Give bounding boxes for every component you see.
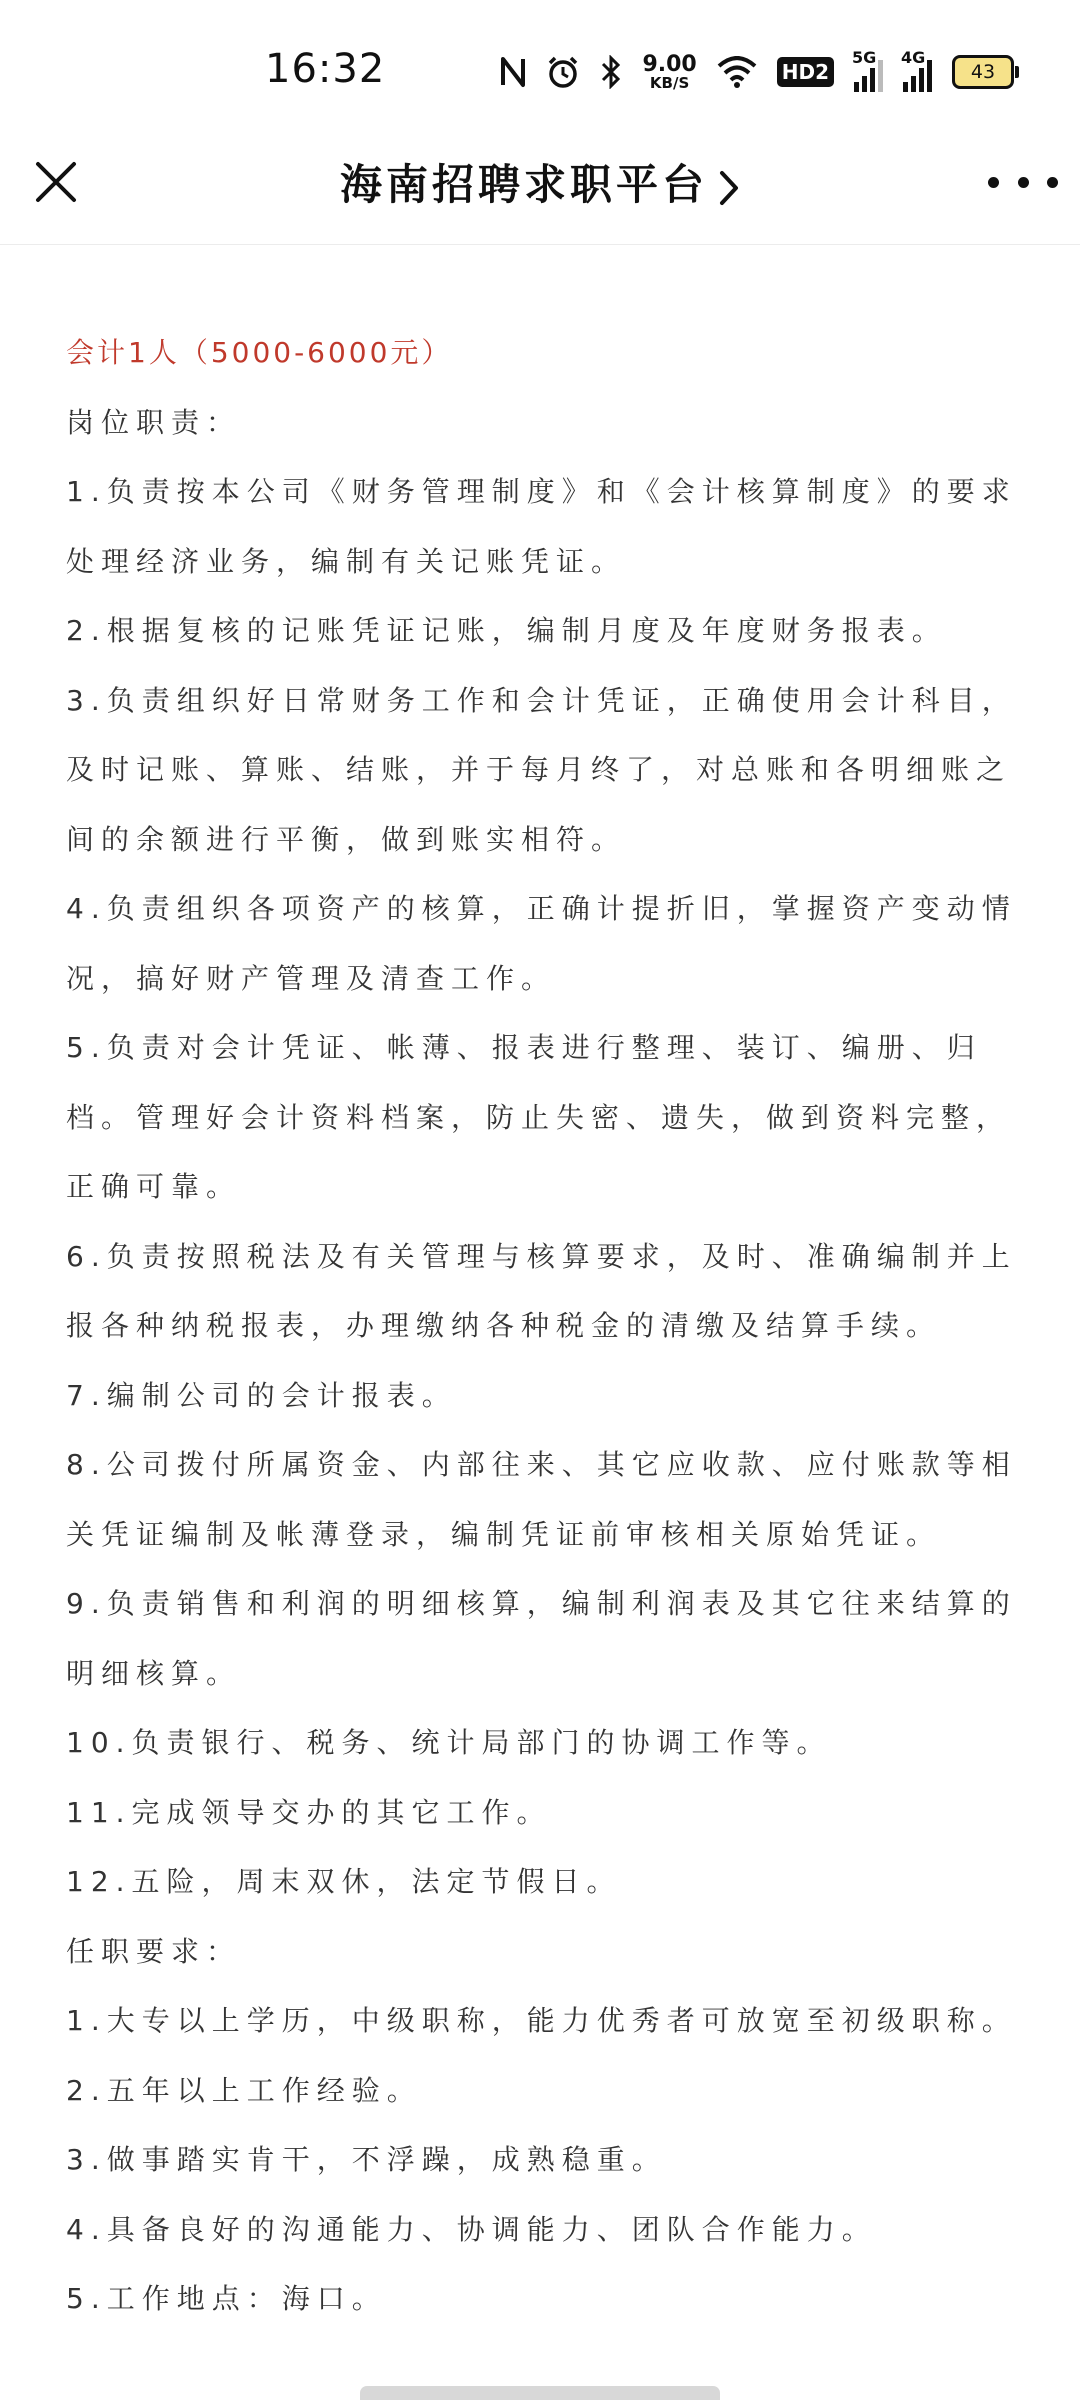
text-line: 报各种纳税报表，办理缴纳各种税金的清缴及结算手续。 — [66, 1309, 942, 1342]
text-line: 3.做事踏实肯干，不浮躁，成熟稳重。 — [66, 2143, 667, 2176]
text-line: 况，搞好财产管理及清查工作。 — [66, 961, 557, 995]
signal-4g-icon — [901, 48, 932, 92]
status-time: 16:32 — [265, 46, 386, 92]
text-line: 1.大专以上学历，中级职称，能力优秀者可放宽至初级职称。 — [66, 2004, 1017, 2037]
more-dot-icon — [1018, 177, 1029, 188]
text-line: 3.负责组织好日常财务工作和会计凭证，正确使用会计科目， — [66, 683, 1017, 717]
text-line: 7.编制公司的会计报表。 — [66, 1378, 457, 1412]
signal-5g-icon — [852, 48, 883, 92]
battery-icon — [952, 55, 1014, 89]
job-title: 会计1人（5000-6000元） — [66, 336, 453, 369]
text-line: 12.五险，周末双休，法定节假日。 — [66, 1865, 622, 1898]
text-line: 8.公司拨付所属资金、内部往来、其它应收款、应付账款等相 — [66, 1448, 1017, 1481]
text-line: 5.负责对会计凭证、帐薄、报表进行整理、装订、编册、归 — [66, 1031, 982, 1064]
text-line: 2.根据复核的记账凭证记账，编制月度及年度财务报表。 — [66, 614, 947, 647]
text-line: 关凭证编制及帐薄登录，编制凭证前审核相关原始凭证。 — [66, 1517, 942, 1551]
battery-level: 43 — [970, 61, 996, 83]
hd-badge: HD2 — [777, 57, 834, 87]
text-line: 1.负责按本公司《财务管理制度》和《会计核算制度》的要求 — [66, 475, 1017, 508]
text-line: 档。管理好会计资料档案，防止失密、遗失，做到资料完整， — [66, 1100, 1012, 1134]
text-line: 11.完成领导交办的其它工作。 — [66, 1795, 552, 1829]
signal-5g-label: 5G — [852, 48, 877, 67]
text-line: 9.负责销售和利润的明细核算，编制利润表及其它往来结算的 — [66, 1587, 1017, 1620]
nfc-icon — [500, 55, 526, 89]
more-dot-icon — [1047, 177, 1058, 188]
network-speed-unit: KB/S — [649, 73, 690, 92]
text-line: 及时记账、算账、结账，并于每月终了，对总账和各明细账之 — [66, 753, 1012, 786]
article-content — [66, 318, 1016, 2334]
text-line: 岗位职责： — [66, 405, 242, 439]
text-line: 6.负责按照税法及有关管理与核算要求，及时、准确编制并上 — [66, 1239, 1017, 1273]
text-line: 间的余额进行平衡，做到账实相符。 — [66, 822, 627, 856]
bluetooth-icon — [600, 55, 622, 89]
text-line: 2.五年以上工作经验。 — [66, 2073, 422, 2107]
status-icons — [500, 50, 1014, 94]
text-line: 处理经济业务，编制有关记账凭证。 — [66, 544, 627, 578]
text-line: 5.工作地点：海口。 — [66, 2282, 387, 2315]
text-line: 明细核算。 — [66, 1656, 242, 1690]
network-speed — [642, 51, 697, 92]
signal-4g-label: 4G — [901, 48, 926, 67]
nav-title-link[interactable] — [0, 152, 1080, 212]
alarm-icon — [546, 55, 580, 89]
text-line: 4.具备良好的沟通能力、协调能力、团队合作能力。 — [66, 2212, 877, 2246]
text-line: 10.负责银行、税务、统计局部门的协调工作等。 — [66, 1726, 832, 1759]
text-line: 任职要求： — [66, 1934, 242, 1968]
wifi-icon — [717, 56, 757, 88]
status-bar — [0, 0, 1080, 140]
chevron-right-icon — [718, 169, 740, 207]
nav-bar — [0, 140, 1080, 245]
home-indicator[interactable] — [360, 2386, 720, 2400]
text-line: 4.负责组织各项资产的核算，正确计提折旧，掌握资产变动情 — [66, 892, 1017, 925]
page-title: 海南招聘求职平台 — [339, 160, 708, 209]
more-options-button[interactable] — [988, 162, 1058, 202]
text-line: 正确可靠。 — [66, 1170, 242, 1203]
network-speed-value: 9.00 — [642, 51, 697, 77]
more-dot-icon — [988, 177, 999, 188]
